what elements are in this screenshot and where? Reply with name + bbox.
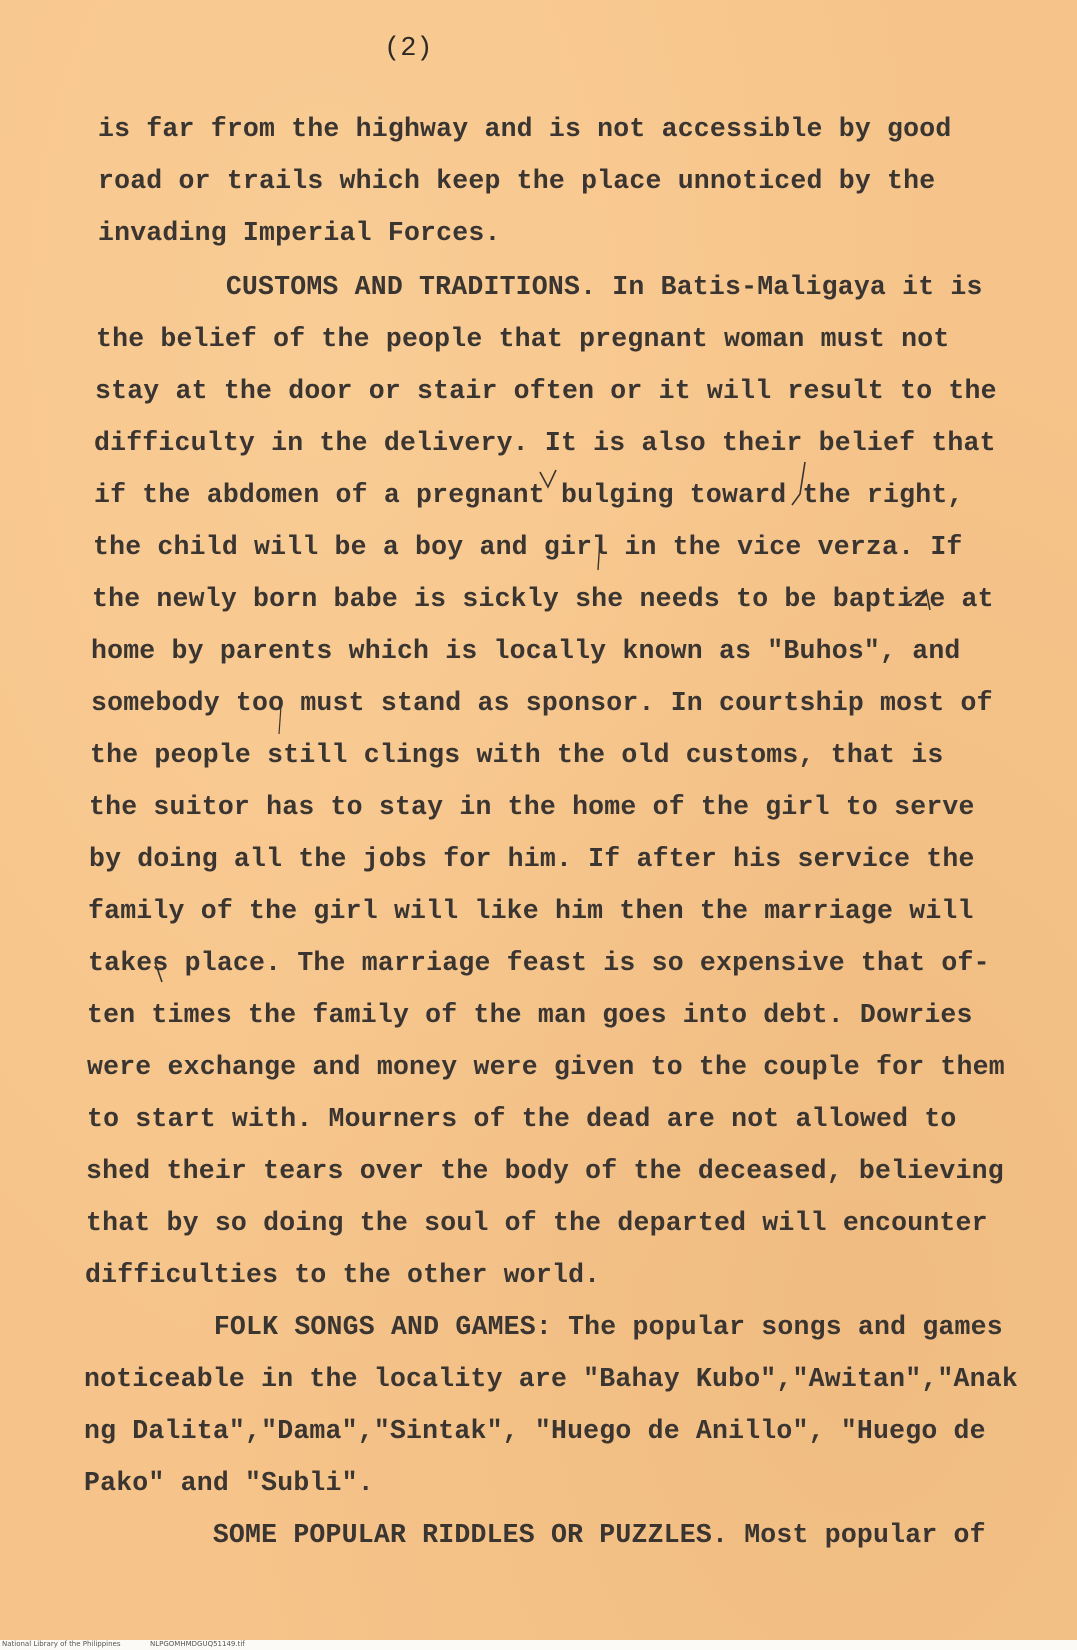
insertion-caret-mark — [792, 462, 805, 505]
text-line: difficulties to the other world. — [85, 1260, 601, 1290]
separator-stroke-mark — [598, 540, 600, 570]
text-line: the suitor has to stay in the home of the girl to serve — [89, 792, 975, 822]
text-line: road or trails which keep the place unnoticed by the — [98, 166, 936, 196]
text-line: takes place. The marriage feast is so expensive that of- — [88, 948, 990, 978]
text-line: the people still clings with the old customs, that is — [90, 740, 944, 770]
separator-stroke-mark — [279, 706, 281, 734]
text-line: family of the girl will like him then the marriage will — [88, 896, 974, 926]
section-heading-line: SOME POPULAR RIDDLES OR PUZZLES. Most popular of — [84, 1520, 986, 1550]
page-number: (2) — [384, 34, 433, 64]
text-line: noticeable in the locality are "Bahay Kubo","Awitan","Anak — [84, 1364, 1018, 1394]
text-line: the belief of the people that pregnant woman must not — [96, 324, 950, 354]
text-line: that by so doing the soul of the departed will encounter — [86, 1208, 988, 1238]
text-line: the child will be a boy and girl in the vice verza. If — [93, 532, 963, 562]
scan-footer — [0, 1640, 1077, 1650]
deletion-stroke-mark — [155, 962, 162, 982]
section-heading-line: CUSTOMS AND TRADITIONS. In Batis-Maligaya it is — [97, 272, 983, 302]
text-line: somebody too must stand as sponsor. In courtship most of — [91, 688, 993, 718]
text-line: stay at the door or stair often or it will result to the — [95, 376, 997, 406]
text-line: to start with. Mourners of the dead are not allowed to — [87, 1104, 957, 1134]
insertion-caret-mark — [906, 590, 930, 610]
text-line: were exchange and money were given to the couple for them — [87, 1052, 1005, 1082]
text-line: is far from the highway and is not accessible by good — [98, 114, 952, 144]
text-line: shed their tears over the body of the deceased, believing — [86, 1156, 1004, 1186]
text-line: ten times the family of the man goes into debt. Dowries — [87, 1000, 973, 1030]
text-line: home by parents which is locally known as "Buhos", and — [91, 636, 961, 666]
text-line: invading Imperial Forces. — [98, 218, 501, 248]
text-line: ng Dalita","Dama","Sintak", "Huego de Anillo", "Huego de — [84, 1416, 986, 1446]
file-name: NLPGOMHMDGUQ51149.tif — [150, 1640, 245, 1648]
insertion-caret-mark — [540, 470, 556, 487]
text-line: difficulty in the delivery. It is also their belief that — [94, 428, 996, 458]
library-credit: National Library of the Philippines — [2, 1640, 121, 1648]
text-line: if the abdomen of a pregnant bulging toward the right, — [94, 480, 964, 510]
section-heading-line: FOLK SONGS AND GAMES: The popular songs and games — [85, 1312, 1003, 1342]
text-line: by doing all the jobs for him. If after his service the — [89, 844, 975, 874]
text-line: the newly born babe is sickly she needs to be baptize at — [92, 584, 994, 614]
text-line: Pako" and "Subli". — [84, 1468, 374, 1498]
